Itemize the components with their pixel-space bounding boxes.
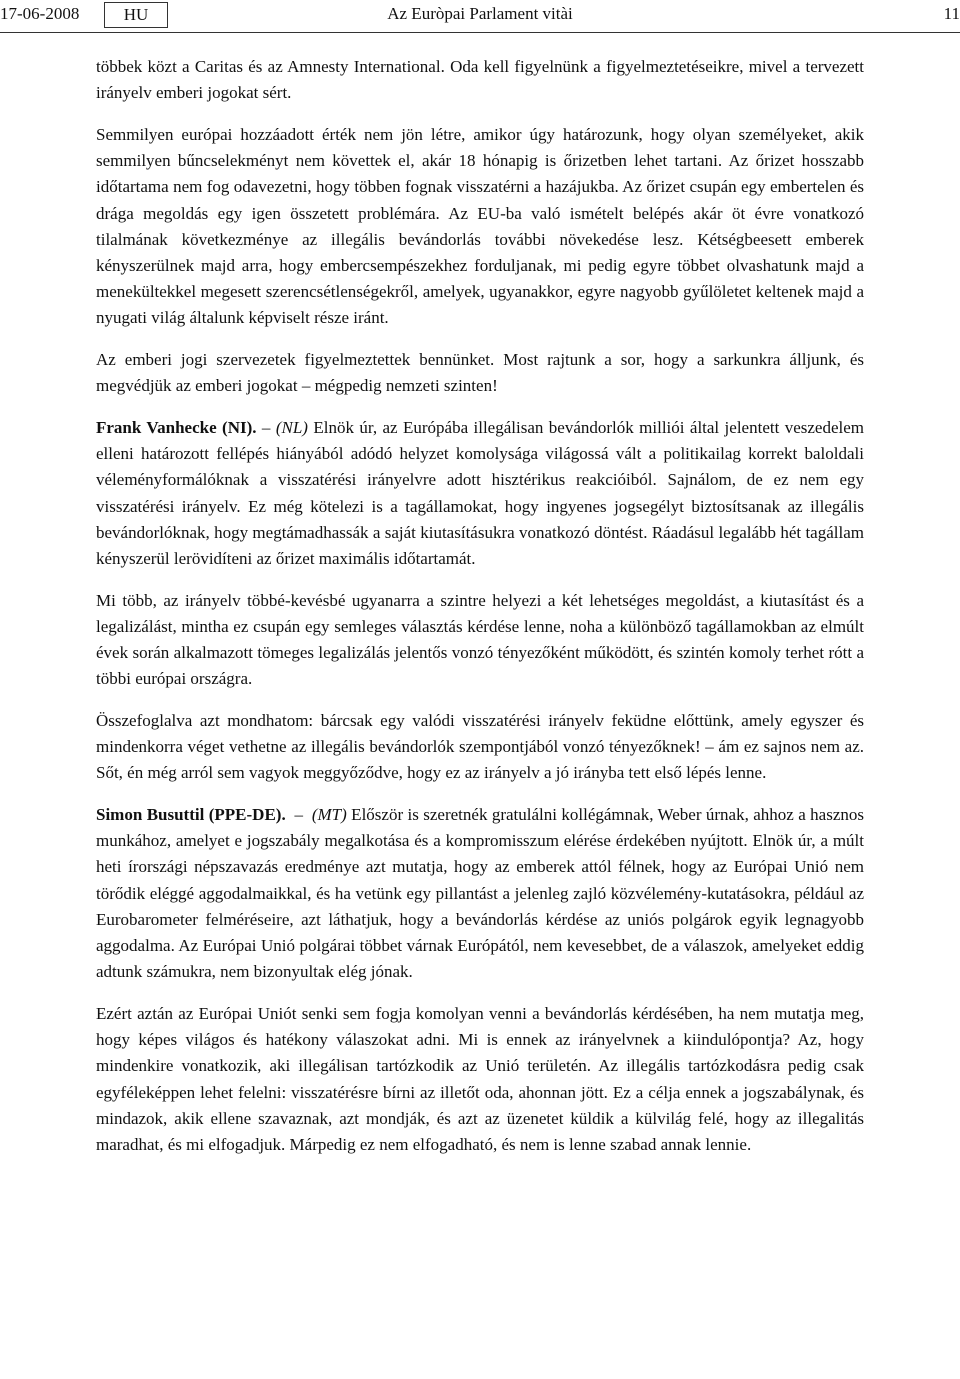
header-language-box: HU [104,2,168,28]
language-tag: (MT) [311,805,347,825]
speaker-name: Frank Vanhecke (NI). [96,417,257,437]
paragraph: Ezért aztán az Európai Uniót senki sem fogja komolyan venni a bevándorlás kérdésében, ha nem mutatja meg, hogy képes világos és hatékony válaszokat adni. Mi is ennek az irányelvnek a kiindulópontja? Az, hogy mindenkire vonatkozik, aki illegálisan tartózkodik az Unió területén. Az illegális tartózkodásra pedig csak egyféleképpen lehet felelni: visszatérésre bírni az illetőt oda, ahonnan jött. Ez a célja ennek a jogszabálynak, és mindazok, akik ellene szavaznak, azt mondják, és azt az üzenetet küldik a külvilág felé, hogy az illegalitás maradhat, és mi elfogadjuk. Márpedig ez nem elfogadható, és nem is lenne szabad annak lennie. [96,1004,864,1155]
paragraph: Mi több, az irányelv többé-kevésbé ugyanarra a szintre helyezi a két lehetséges megoldást, a kiutasítást és a legalizálást, mintha ez csupán egy semleges választás kérdése lenne, noha a különböző tagállamokban az elmúlt évek során alkalmazott tömeges legalizálás jelentős vonzó tényezőként működött, és szintén komoly terhet rótt a többi európai országra. [96,590,864,689]
speech-paragraph [96,802,864,985]
header-page-number: 11 [943,4,960,23]
header-date: 17-06-2008 [0,4,80,23]
paragraph: Összefoglalva azt mondhatom: bárcsak egy valódi visszatérési irányelv feküdne előttünk, amely egyszer és mindenkorra véget vethetne az illegális bevándorlók szempontjából vonzó tényezőknek! – ám ez sajnos nem az. Sőt, én még arról sem vagyok meggyőződve, hogy ez az irányelv a jó irányba tett első lépés lenne. [96,710,864,783]
paragraph: Semmilyen európai hozzáadott érték nem jön létre, amikor úgy határozunk, hogy olyan személyeket, akik semmilyen bűncselekményt nem követtek el, akár 18 hónapig is őrizetben lehet tartani. Az őrizet hosszabb időtartama nem fog odavezetni, hogy többen fognak visszatérni a hazájukba. Az őrizet csupán egy embertelen és drága megoldás egy igen összetett problémára. Az EU-ba való ismételt belépés akár öt évre vonatkozó tilalmának következménye az illegális bevándorlás további növekedése lesz. Kétségbeesett emberek kényszerülnek majd arra, hogy embercsempészekhez forduljanak, mi pedig egyre többet olvashatunk majd a menekültekkel megesett szerencsétlenségekről, amelyek, ugyanakkor, egyre nagyobb gyűlöletet keltenek majd a nyugati világ általunk képviselt része iránt. [96,124,864,328]
speech-paragraph [96,415,864,572]
language-tag: (NL) [275,417,308,437]
header-title: Az Euròpai Parlament vitài [387,4,573,23]
document-body [96,54,864,1174]
page-header [0,0,960,33]
paragraph: Az emberi jogi szervezetek figyelmeztettek bennünket. Most rajtunk a sor, hogy a sarkunkra álljunk, és megvédjük az emberi jogokat – mégpedig nemzeti szinten! [96,350,864,396]
speech-text: Először is szeretnék gratulálni kollégámnak, Weber úrnak, ahhoz a hasznos munkához, amelyet e jogszabály megalkotása és a kompromisszum elérése érdekében nyújtott. Elnök úr, a múlt heti írországi népszavazás eredménye azt mutatja, hogy az emberek attól félnek, hogy az Európai Unió nem törődik eléggé aggodalmaikkal, és ha vetünk egy pillantást a jelenleg zajló közvélemény-kutatásokra, például az Eurobarometer felméréseire, azt láthatjuk, hogy a bevándorlás kérdése az uniós polgárok egyik legnagyobb aggodalma. Az Európai Unió polgárai többet várnak Európától, nem kevesebbet, de a válaszok, amelyeket eddig adtunk számukra, nem bizonyultak elég jónak. [96,805,865,982]
speech-dash: – [256,417,276,437]
speech-text: Elnök úr, az Európába illegálisan bevándorlók milliói által jelentett veszedelem elleni határozott fellépés hiányából adódó helyzet komolysága világossá vált a politikailag korrekt baloldali véleményformálóknak a visszatérési irányelvre adott hisztérikus reakcióiból. Sajnálom, de ez nem egy visszatérési irányelv. Ez még kötelezi is a tagállamokat, hogy ingyenes jogsegélyt biztosítsanak az illegális bevándorlóknak, hogy megtámadhassák a saját kiutasításukra vonatkozó döntést. Ráadásul legalább hét tagállam kényszerül lerövidíteni az őrizet maximális időtartamát. [96,417,864,568]
speaker-name: Simon Busuttil (PPE-DE). [96,805,286,825]
paragraph: többek közt a Caritas és az Amnesty International. Oda kell figyelnünk a figyelmeztetéseikre, mivel a tervezett irányelv emberi jogokat sért. [96,57,864,103]
speech-dash: – [285,805,312,825]
